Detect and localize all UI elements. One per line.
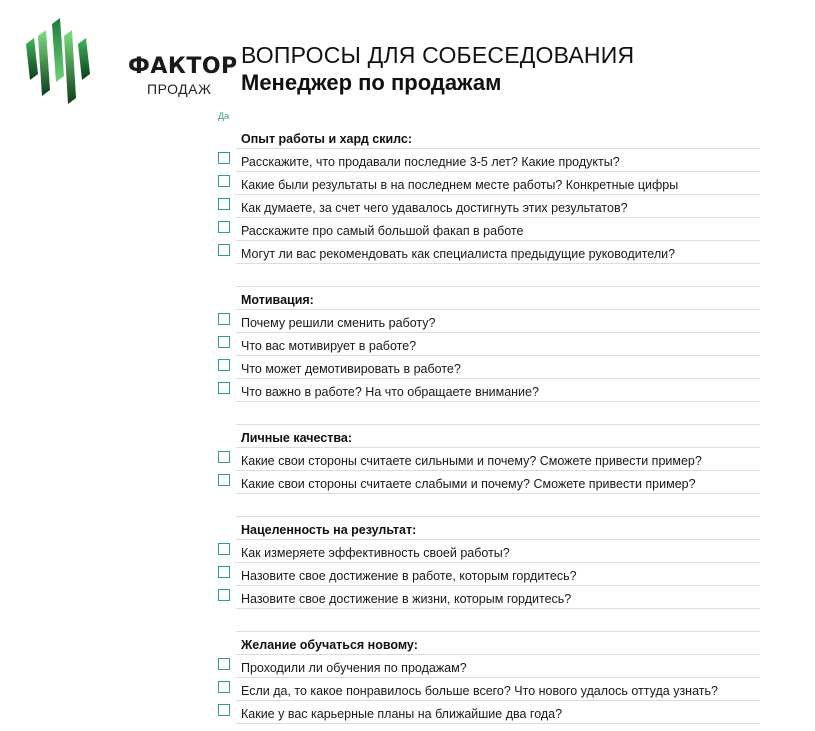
question-checkbox[interactable] [218,336,230,348]
question-checkbox[interactable] [218,359,230,371]
question-checkbox[interactable] [218,681,230,693]
yes-column-label: Да [218,111,230,121]
question-text: Какие у вас карьерные планы на ближайшие два года? [241,707,563,721]
question-row [216,563,760,586]
question-checkbox[interactable] [218,221,230,233]
question-text: Как измеряете эффективность своей работы? [241,546,510,560]
question-checkbox[interactable] [218,313,230,325]
question-row [216,149,760,172]
question-checkbox[interactable] [218,704,230,716]
question-text: Какие свои стороны считаете сильными и почему? Сможете привести пример? [241,454,702,468]
logo-wordmark: ФАКТОР [128,54,238,79]
section-heading-row [216,425,760,448]
company-logo [24,16,238,106]
logo-bars-icon [24,16,104,106]
question-checkbox[interactable] [218,152,230,164]
question-text: Проходили ли обучения по продажам? [241,661,467,675]
question-text: Что важно в работе? На что обращаете внимание? [241,385,539,399]
section-heading: Личные качества: [241,431,353,445]
question-checkbox[interactable] [218,198,230,210]
question-checkbox[interactable] [218,175,230,187]
blank-row [216,402,760,425]
question-row [216,241,760,264]
question-row [216,471,760,494]
question-row [216,540,760,563]
question-row [216,379,760,402]
question-checkbox[interactable] [218,474,230,486]
question-row [216,701,760,724]
document-title: ВОПРОСЫ ДЛЯ СОБЕСЕДОВАНИЯ [241,42,635,68]
question-text: Как думаете, за счет чего удавалось достигнуть этих результатов? [241,201,628,215]
section-heading-row [216,287,760,310]
logo-subtitle: ПРОДАЖ [147,81,212,97]
section-heading: Опыт работы и хард скилс: [241,132,413,146]
section-heading-row [216,126,760,149]
question-row [216,586,760,609]
question-text: Какие свои стороны считаете слабыми и почему? Сможете привести пример? [241,477,696,491]
section-heading: Мотивация: [241,293,314,307]
question-row [216,448,760,471]
question-text: Почему решили сменить работу? [241,316,436,330]
question-row [216,195,760,218]
question-row [216,356,760,379]
question-text: Что может демотивировать в работе? [241,362,461,376]
question-checkbox[interactable] [218,382,230,394]
section-heading-row [216,632,760,655]
blank-row [216,494,760,517]
question-text: Могут ли вас рекомендовать как специалиста предыдущие руководители? [241,247,676,261]
blank-row [216,609,760,632]
question-row [216,172,760,195]
question-row [216,333,760,356]
question-checkbox[interactable] [218,589,230,601]
section-heading-row [216,517,760,540]
question-row [216,678,760,701]
question-row [216,655,760,678]
question-checkbox[interactable] [218,543,230,555]
question-text: Что вас мотивирует в работе? [241,339,417,353]
question-checkbox[interactable] [218,566,230,578]
question-text: Какие были результаты в на последнем месте работы? Конкретные цифры [241,178,679,192]
question-checkbox[interactable] [218,244,230,256]
blank-row [216,264,760,287]
question-text: Расскажите, что продавали последние 3-5 лет? Какие продукты? [241,155,620,169]
document-subtitle: Менеджер по продажам [241,70,502,95]
question-text: Назовите свое достижение в работе, которым гордитесь? [241,569,577,583]
section-heading: Желание обучаться новому: [241,638,418,652]
section-heading: Нацеленность на результат: [241,523,417,537]
question-row [216,310,760,333]
question-checkbox[interactable] [218,658,230,670]
question-text: Если да, то какое понравилось больше всего? Что нового удалось оттуда узнать? [241,684,718,698]
question-checkbox[interactable] [218,451,230,463]
question-row [216,218,760,241]
question-text: Расскажите про самый большой факап в работе [241,224,524,238]
row-divider [236,723,760,724]
question-text: Назовите свое достижение в жизни, которым гордитесь? [241,592,572,606]
